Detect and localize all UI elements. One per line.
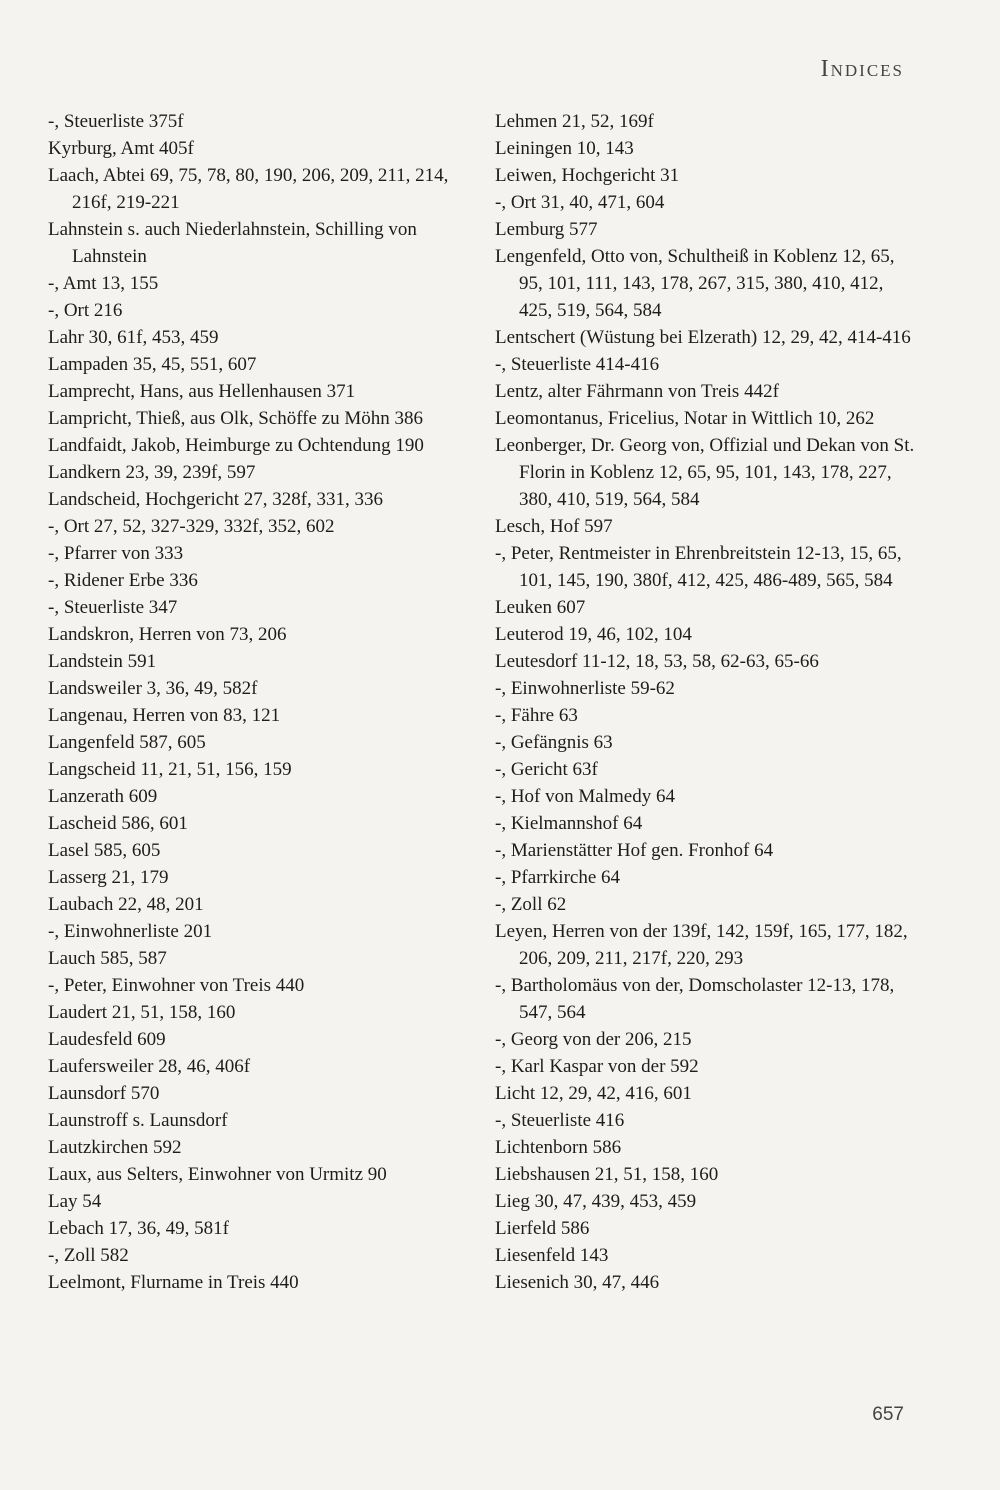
index-entry: -, Bartholomäus von der, Domscholaster 12-13, 178, 547, 564	[495, 975, 895, 1023]
index-entry: Leuken 607	[495, 597, 586, 618]
index-entry: Licht 12, 29, 42, 416, 601	[495, 1083, 692, 1104]
index-entry: Lieg 30, 47, 439, 453, 459	[495, 1191, 697, 1212]
index-entry: -, Amt 13, 155	[48, 273, 159, 294]
index-entry: -, Fähre 63	[495, 705, 578, 726]
index-entry: Lamprecht, Hans, aus Hellenhausen 371	[48, 381, 356, 402]
index-entry: Liesenfeld 143	[495, 1245, 609, 1266]
index-entry: Laudesfeld 609	[48, 1029, 166, 1050]
index-entry: Kyrburg, Amt 405f	[48, 138, 194, 159]
index-entry: -, Peter, Einwohner von Treis 440	[48, 975, 305, 996]
page-number: 657	[872, 1404, 904, 1425]
index-entry: -, Steuerliste 414-416	[495, 354, 660, 375]
index-entry: -, Zoll 582	[48, 1245, 129, 1266]
index-entry: Landfaidt, Jakob, Heimburge zu Ochtendung 190	[48, 435, 424, 456]
index-entry: -, Marienstätter Hof gen. Fronhof 64	[495, 840, 774, 861]
index-entry: Leutesdorf 11-12, 18, 53, 58, 62-63, 65-66	[495, 651, 819, 672]
index-entry: Lampaden 35, 45, 551, 607	[48, 354, 257, 375]
index-entry: Liebshausen 21, 51, 158, 160	[495, 1164, 719, 1185]
index-entry: -, Peter, Rentmeister in Ehrenbreitstein 12-13, 15, 65, 101, 145, 190, 380f, 412, 425, 486-489, 565, 584	[495, 543, 902, 591]
index-entry: Lentz, alter Fährmann von Treis 442f	[495, 381, 779, 402]
index-entry: -, Einwohnerliste 59-62	[495, 678, 675, 699]
index-entry: Langscheid 11, 21, 51, 156, 159	[48, 759, 292, 780]
index-entry: Lay 54	[48, 1191, 102, 1212]
index-entry: Lascheid 586, 601	[48, 813, 188, 834]
index-entry: -, Steuerliste 416	[495, 1110, 625, 1131]
index-entry: Leomontanus, Fricelius, Notar in Wittlich 10, 262	[495, 408, 875, 429]
index-entry: Lierfeld 586	[495, 1218, 590, 1239]
index-entry: -, Ort 27, 52, 327-329, 332f, 352, 602	[48, 516, 335, 537]
index-entry: Lichtenborn 586	[495, 1137, 622, 1158]
index-entry: Lesch, Hof 597	[495, 516, 613, 537]
index-entry: Laudert 21, 51, 158, 160	[48, 1002, 236, 1023]
index-entry: Langenfeld 587, 605	[48, 732, 206, 753]
running-header: Indices	[820, 56, 904, 82]
index-entry: Leonberger, Dr. Georg von, Offizial und Dekan von St. Florin in Koblenz 12, 65, 95, 101, 143, 178, 227, 380, 410, 519, 564, 584	[495, 435, 915, 510]
index-entry: Launstroff s. Launsdorf	[48, 1110, 228, 1131]
index-entry: -, Steuerliste 347	[48, 597, 178, 618]
index-entry: Langenau, Herren von 83, 121	[48, 705, 281, 726]
index-entry: Laubach 22, 48, 201	[48, 894, 204, 915]
index-column-left	[48, 108, 478, 1296]
index-entry: Launsdorf 570	[48, 1083, 160, 1104]
index-entry: Leiningen 10, 143	[495, 138, 634, 159]
index-entry: Lampricht, Thieß, aus Olk, Schöffe zu Möhn 386	[48, 408, 424, 429]
index-entry: -, Zoll 62	[495, 894, 567, 915]
index-entry: Leyen, Herren von der 139f, 142, 159f, 165, 177, 182, 206, 209, 211, 217f, 220, 293	[495, 921, 908, 969]
index-entry: Leiwen, Hochgericht 31	[495, 165, 680, 186]
index-entry: Leuterod 19, 46, 102, 104	[495, 624, 692, 645]
index-entry: -, Ort 31, 40, 471, 604	[495, 192, 665, 213]
index-entry: -, Ridener Erbe 336	[48, 570, 198, 591]
index-entry: Laufersweiler 28, 46, 406f	[48, 1056, 251, 1077]
index-entry: Landstein 591	[48, 651, 157, 672]
index-entry: -, Kielmannshof 64	[495, 813, 643, 834]
index-entry: Landskron, Herren von 73, 206	[48, 624, 287, 645]
index-entry: -, Ort 216	[48, 300, 123, 321]
index-entry: Lemburg 577	[495, 219, 598, 240]
index-entry: -, Gefängnis 63	[495, 732, 613, 753]
index-entry: Lahnstein s. auch Niederlahnstein, Schilling von Lahnstein	[48, 219, 417, 267]
index-entry: -, Karl Kaspar von der 592	[495, 1056, 699, 1077]
index-entry: -, Einwohnerliste 201	[48, 921, 213, 942]
index-entry: Landkern 23, 39, 239f, 597	[48, 462, 256, 483]
index-entry: Lehmen 21, 52, 169f	[495, 111, 654, 132]
index-entry: Lengenfeld, Otto von, Schultheiß in Koblenz 12, 65, 95, 101, 111, 143, 178, 267, 315, 380, 410, 412, 425, 519, 564, 584	[495, 246, 895, 321]
index-entry: Lanzerath 609	[48, 786, 158, 807]
index-entry: Lasel 585, 605	[48, 840, 161, 861]
index-entry: Lentschert (Wüstung bei Elzerath) 12, 29, 42, 414-416	[495, 327, 911, 348]
index-entry: Lauch 585, 587	[48, 948, 167, 969]
index-entry: Landsweiler 3, 36, 49, 582f	[48, 678, 258, 699]
index-entry: Leelmont, Flurname in Treis 440	[48, 1272, 299, 1293]
index-entry: -, Hof von Malmedy 64	[495, 786, 675, 807]
index-entry: Lahr 30, 61f, 453, 459	[48, 327, 219, 348]
index-entry: Laach, Abtei 69, 75, 78, 80, 190, 206, 209, 211, 214, 216f, 219-221	[48, 165, 449, 213]
index-entry: -, Gericht 63f	[495, 759, 598, 780]
index-entry: -, Georg von der 206, 215	[495, 1029, 692, 1050]
index-entry: -, Steuerliste 375f	[48, 111, 184, 132]
index-entry: Lautzkirchen 592	[48, 1137, 182, 1158]
index-entry: Laux, aus Selters, Einwohner von Urmitz 90	[48, 1164, 387, 1185]
index-entry: Landscheid, Hochgericht 27, 328f, 331, 336	[48, 489, 384, 510]
index-entry: -, Pfarrer von 333	[48, 543, 184, 564]
index-entry: Liesenich 30, 47, 446	[495, 1272, 660, 1293]
index-entry: -, Pfarrkirche 64	[495, 867, 621, 888]
index-entry: Lebach 17, 36, 49, 581f	[48, 1218, 229, 1239]
index-entry: Lasserg 21, 179	[48, 867, 169, 888]
index-column-right	[495, 108, 915, 1296]
